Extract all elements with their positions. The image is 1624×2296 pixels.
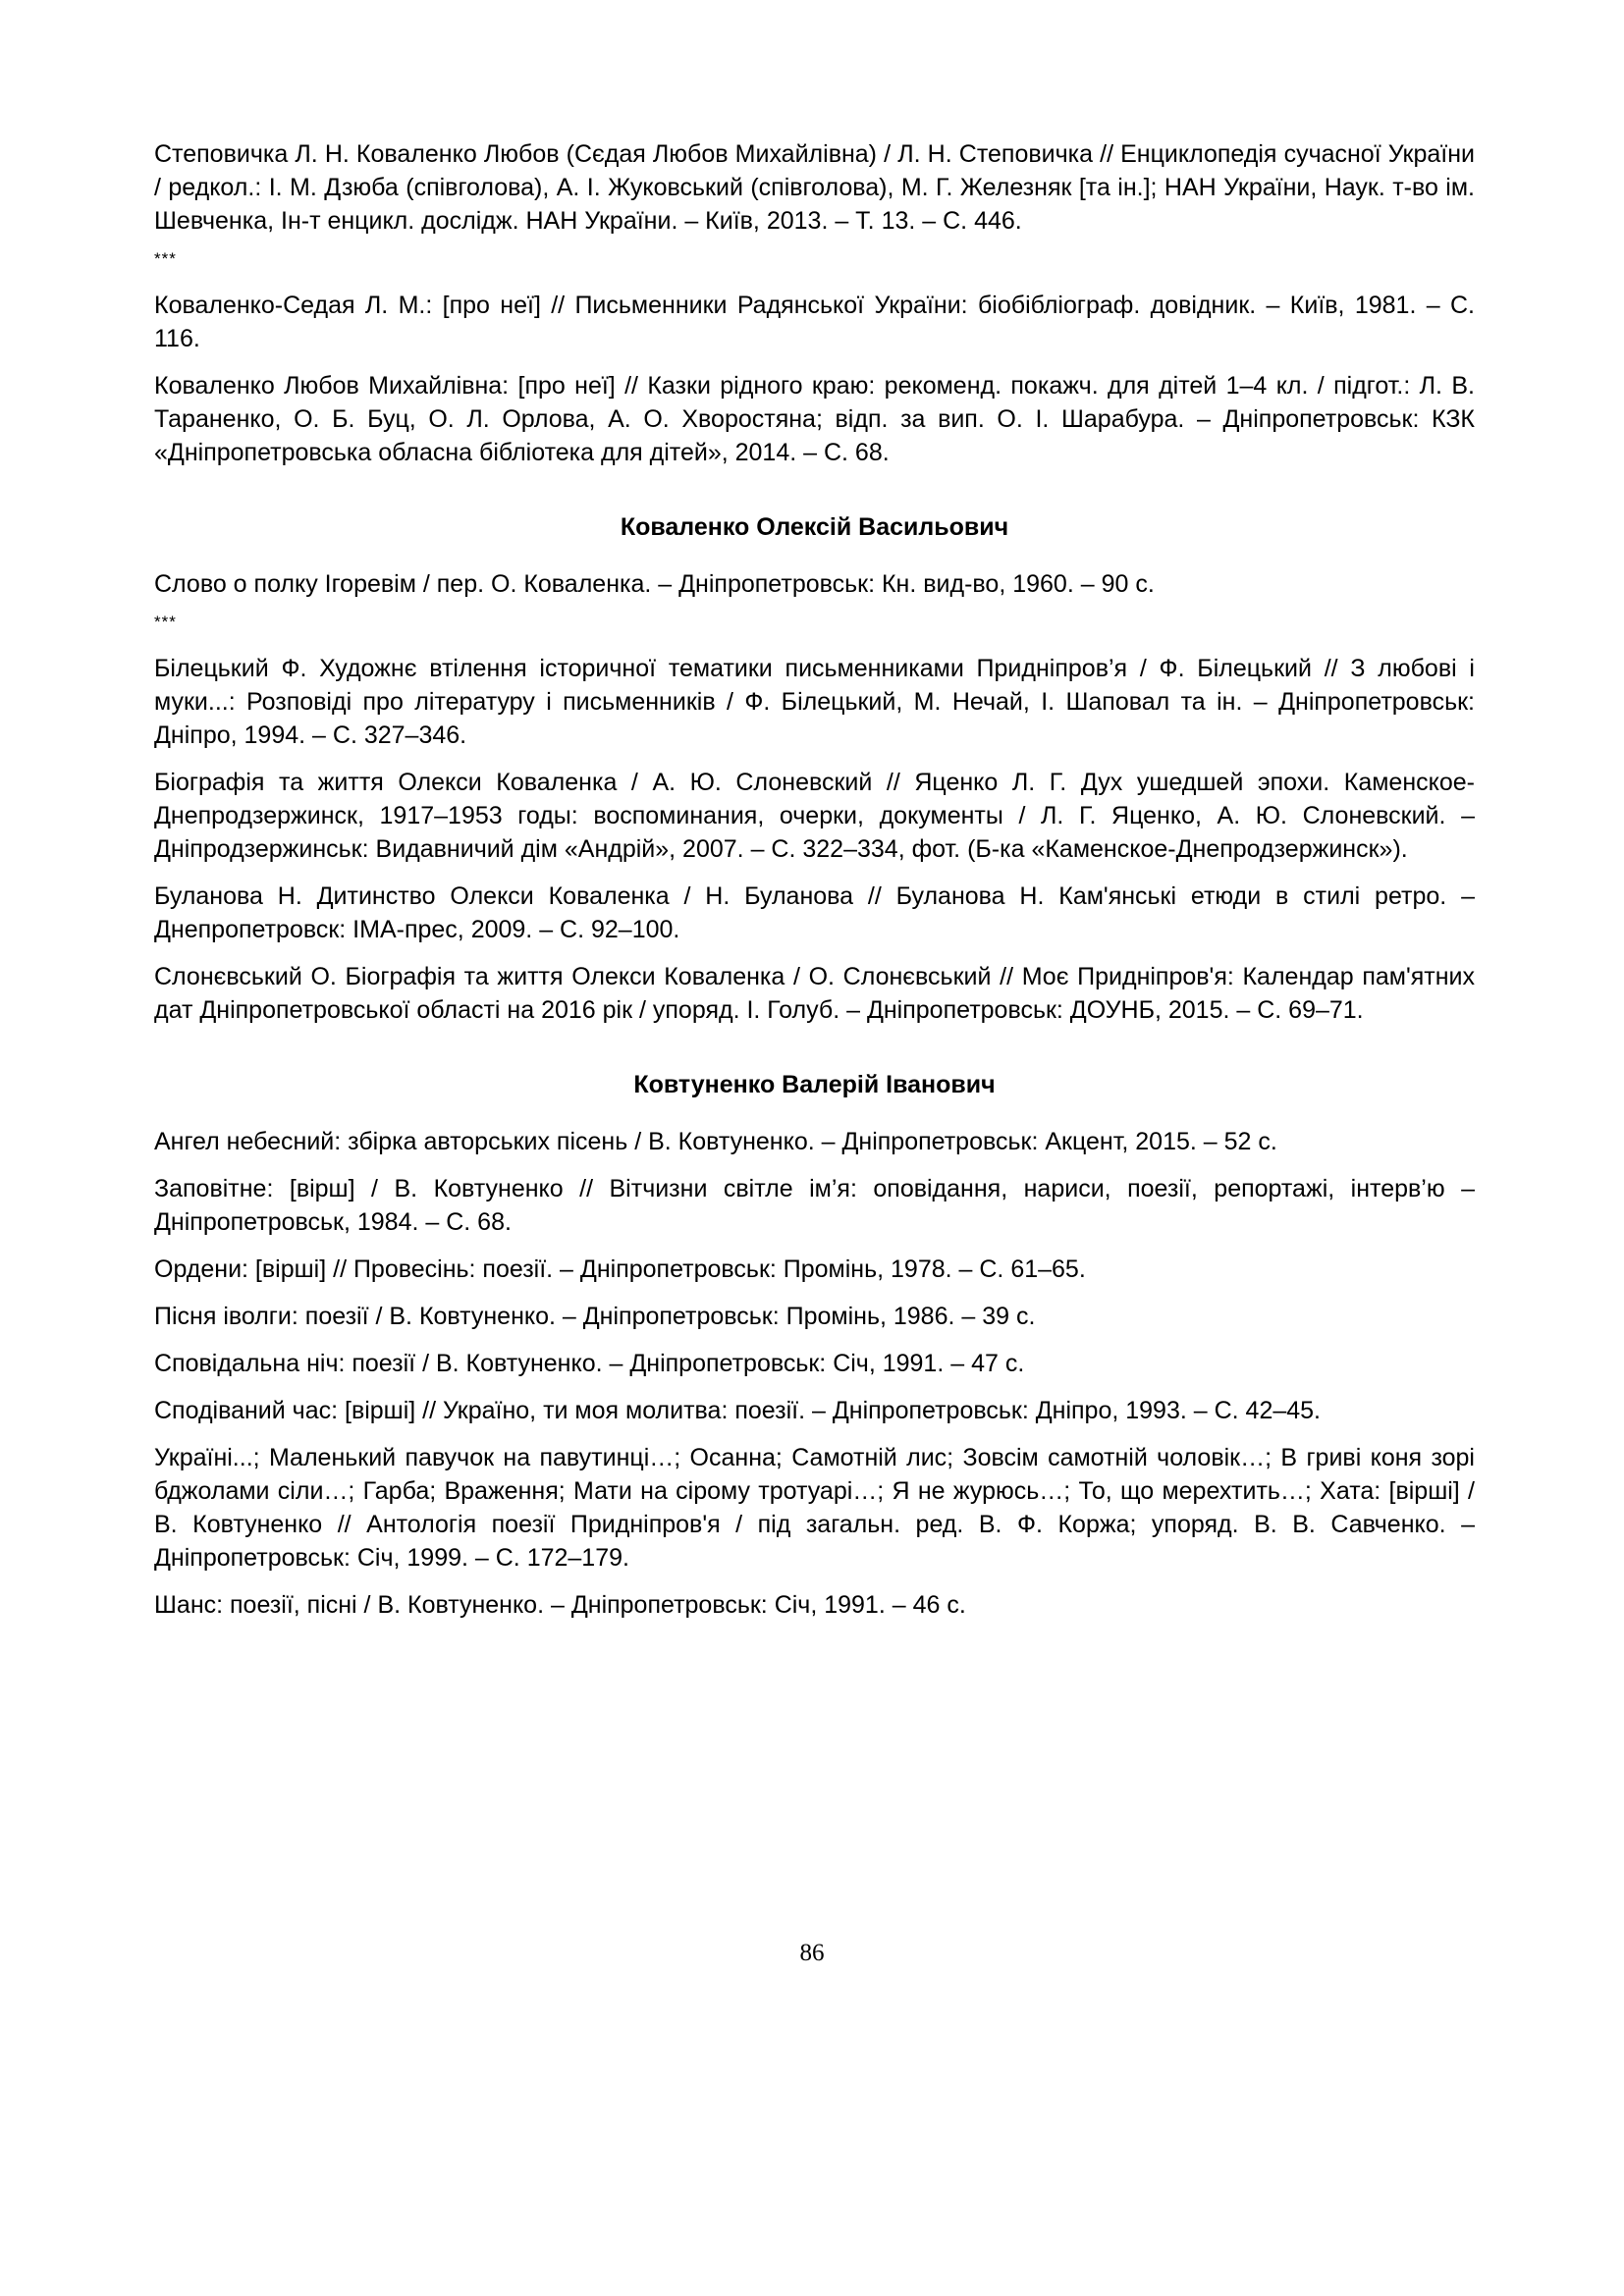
bibliography-entry: Степовичка Л. Н. Коваленко Любов (Сєдая Любов Михайлівна) / Л. Н. Степовичка // Енциклопедія сучасної України / редкол.: І. М. Дзюба (співголова), А. І. Жуковський (співголова), М. Г. Железняк [та ін.]; НАН України, Наук. т-во ім. Шевченка, Ін-т енцикл. дослідж. НАН України. – Київ, 2013. – Т. 13. – С. 446. [154, 140, 1475, 235]
document-page [154, 137, 1475, 1635]
bibliography-entry: Біографія та життя Олекси Коваленка / А. Ю. Слоневский // Яценко Л. Г. Дух ушедшей эпохи. Каменское-Днепродзержинск, 1917–1953 годы: воспоминания, очерки, документы / Л. Г. Яценко, А. Ю. Слоневский. – Дніпродзержинськ: Видавничий дім «Андрій», 2007. – С. 322–334, фот. (Б-ка «Каменское-Днепродзержинск»). [154, 769, 1475, 863]
section-heading-kovalenko-oleksii: Коваленко Олексій Васильович [620, 513, 1009, 541]
bibliography-entry: Коваленко Любов Михайлівна: [про неї] // Казки рідного краю: рекоменд. покажч. для дітей 1–4 кл. / підгот.: Л. В. Тараненко, О. Б. Буц, О. Л. Орлова, А. О. Хворостяна; відп. за вип. О. І. Шарабура. – Дніпропетровськ: КЗК «Дніпропетровська обласна бібліотека для дітей», 2014. – С. 68. [154, 372, 1475, 466]
bibliography-entry: Ордени: [вірші] // Провесінь: поезії. – Дніпропетровськ: Промінь, 1978. – С. 61–65. [154, 1255, 1086, 1283]
section-heading-kovtunenko-valerii: Ковтуненко Валерій Іванович [633, 1071, 996, 1098]
bibliography-entry: Коваленко-Седая Л. М.: [про неї] // Письменники Радянської України: біобібліограф. довідник. – Київ, 1981. – С. 116. [154, 292, 1475, 352]
separator-asterisks: *** [154, 613, 177, 631]
separator-asterisks: *** [154, 249, 177, 268]
bibliography-entry: Ангел небесний: збірка авторських пісень / В. Ковтуненко. – Дніпропетровськ: Акцент, 2015. – 52 с. [154, 1128, 1277, 1155]
bibliography-entry: Слово о полку Ігоревім / пер. О. Коваленка. – Дніпропетровськ: Кн. вид-во, 1960. – 90 с. [154, 570, 1155, 598]
bibliography-entry: Сподіваний час: [вірші] // Україно, ти моя молитва: поезії. – Дніпропетровськ: Дніпро, 1993. – С. 42–45. [154, 1397, 1322, 1424]
bibliography-entry: Пісня іволги: поезії / В. Ковтуненко. – Дніпропетровськ: Промінь, 1986. – 39 с. [154, 1303, 1036, 1330]
bibliography-entry: Шанс: поезії, пісні / В. Ковтуненко. – Дніпропетровськ: Січ, 1991. – 46 с. [154, 1591, 966, 1619]
bibliography-entry: Україні...; Маленький павучок на павутинці…; Осанна; Самотній лис; Зовсім самотній чоловік…; В гриві коня зорі бджолами сіли…; Гарба; Враження; Мати на сірому тротуарі…; Я не журюсь…; То, що мерехтить…; Хата: [вірші] / В. Ковтуненко // Антологія поезії Придніпров'я / під загальн. ред. В. Ф. Коржа; упоряд. В. В. Савченко. – Дніпропетровськ: Січ, 1999. – С. 172–179. [154, 1444, 1475, 1572]
bibliography-entry: Білецький Ф. Художнє втілення історичної тематики письменниками Придніпров’я / Ф. Білецький // З любові і муки...: Розповіді про літературу і письменників / Ф. Білецький, М. Нечай, І. Шаповал та ін. – Дніпропетровськ: Дніпро, 1994. – С. 327–346. [154, 655, 1475, 749]
bibliography-entry: Заповітне: [вірш] / В. Ковтуненко // Вітчизни світле ім’я: оповідання, нариси, поезії, репортажі, інтерв’ю – Дніпропетровськ, 1984. – С. 68. [154, 1175, 1475, 1236]
bibliography-entry: Буланова Н. Дитинство Олекси Коваленка / Н. Буланова // Буланова Н. Кам'янські етюди в стилі ретро. – Днепропетровск: ІМА-прес, 2009. – С. 92–100. [154, 882, 1475, 943]
bibliography-entry: Слонєвський О. Біографія та життя Олекси Коваленка / О. Слонєвський // Моє Придніпров'я: Календар пам'ятних дат Дніпропетровської області на 2016 рік / упоряд. І. Голуб. – Дніпропетровськ: ДОУНБ, 2015. – С. 69–71. [154, 963, 1475, 1024]
page-number: 86 [799, 1940, 825, 1966]
bibliography-entry: Сповідальна ніч: поезії / В. Ковтуненко. – Дніпропетровськ: Січ, 1991. – 47 с. [154, 1350, 1025, 1377]
